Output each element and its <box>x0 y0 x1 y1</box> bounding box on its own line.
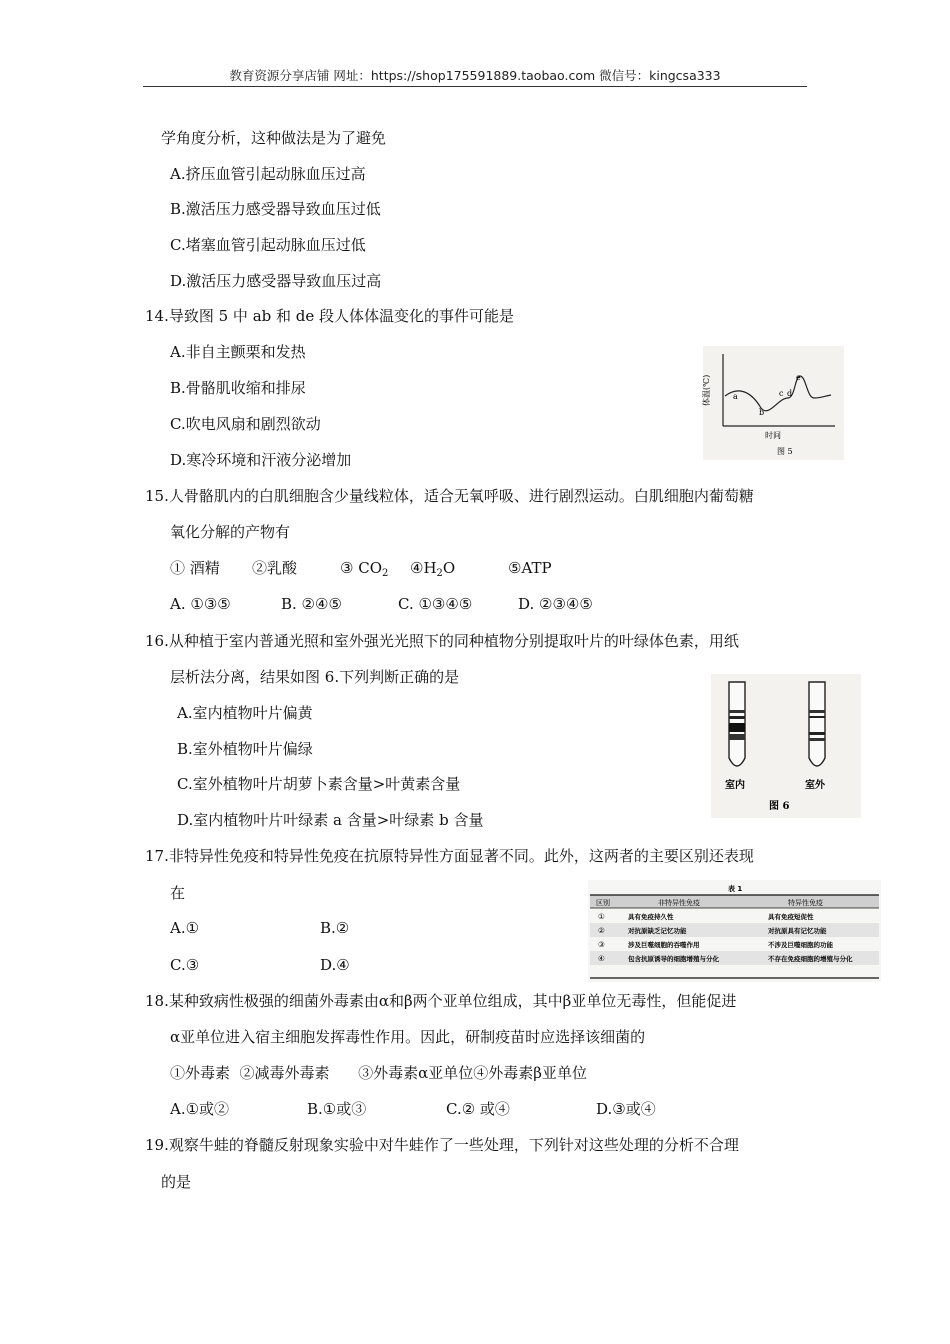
fig5-point-b: b <box>759 408 765 417</box>
q13-stem-continuation: 学角度分析，这种做法是为了避免 <box>161 129 387 147</box>
table1-row4-id: ④ <box>598 954 605 963</box>
q17-option-b: B.② <box>320 919 350 937</box>
q15-option-c: C. ①③④⑤ <box>398 595 473 613</box>
fig5-ylabel: 体温(℃) <box>702 374 711 406</box>
q17-stem-line1: 17.非特异性免疫和特异性免疫在抗原特异性方面显著不同。此外，这两者的主要区别还表现 <box>145 847 754 865</box>
table1-header-0: 区别 <box>596 899 610 907</box>
q15-option-b: B. ②④⑤ <box>281 595 342 613</box>
q16-option-a: A.室内植物叶片偏黄 <box>177 704 313 722</box>
q16-option-c: C.室外植物叶片胡萝卜素含量>叶黄素含量 <box>177 775 461 793</box>
fig5-point-e: e <box>796 373 801 382</box>
q15-item-4: $④H_2O$ <box>410 559 456 579</box>
table1-row3-specific: 不涉及巨噬细胞的功能 <box>768 941 833 949</box>
q18-stem-line1: 18.某种致病性极强的细菌外毒素由α和β两个亚单位组成，其中β亚单位无毒性，但能促进 <box>145 992 737 1010</box>
q15-option-d: D. ②③④⑤ <box>518 595 593 613</box>
table-1-immunity <box>588 880 881 982</box>
q16-stem-line2: 层析法分离，结果如图 6.下列判断正确的是 <box>170 668 460 686</box>
q19-stem-line2: 的是 <box>161 1173 192 1191</box>
q17-option-c: C.③ <box>170 956 200 974</box>
table1-row2-nonspecific: 对抗原缺乏记忆功能 <box>628 927 687 935</box>
q13-option-d: D.激活压力感受器导致血压过高 <box>170 272 382 290</box>
figure-6-chromatography <box>711 674 861 818</box>
q18-stem-line2: α亚单位进入宿主细胞发挥毒性作用。因此，研制疫苗时应选择该细菌的 <box>170 1028 646 1046</box>
q15-item-2: ②乳酸 <box>252 559 298 577</box>
table1-row3-nonspecific: 涉及巨噬细胞的吞噬作用 <box>628 941 700 949</box>
q16-option-b: B.室外植物叶片偏绿 <box>177 740 313 758</box>
fig6-caption: 图 6 <box>769 801 790 812</box>
figure-5-temperature-graph <box>703 346 844 460</box>
q18-option-d: D.③或④ <box>596 1100 656 1118</box>
q14-option-c: C.吹电风扇和剧烈欲动 <box>170 415 321 433</box>
q14-stem: 14.导致图 5 中 ab 和 de 段人体体温变化的事件可能是 <box>145 307 515 325</box>
q15-option-a: A. ①③⑤ <box>170 595 231 613</box>
q18-option-c: C.② 或④ <box>446 1100 510 1118</box>
page-header: 教育资源分享店铺 网址：https://shop175591889.taobao.com 微信号：kingcsa333 <box>229 68 721 83</box>
table1-row2-specific: 对抗原具有记忆功能 <box>768 927 827 935</box>
table1-row1-nonspecific: 具有免疫持久性 <box>628 913 674 921</box>
q14-option-a: A.非自主颤栗和发热 <box>170 343 306 361</box>
q13-option-a: A.挤压血管引起动脉血压过高 <box>170 165 366 183</box>
q13-option-b: B.激活压力感受器导致血压过低 <box>170 200 381 218</box>
table1-header-1: 非特异性免疫 <box>658 899 700 907</box>
q17-option-d: D.④ <box>320 956 350 974</box>
q15-item-1: ① 酒精 <box>170 559 220 577</box>
q16-option-d: D.室内植物叶片叶绿素 a 含量>叶绿素 b 含量 <box>177 811 484 829</box>
fig5-xlabel: 时间 <box>765 431 781 440</box>
q14-option-d: D.寒冷环境和汗液分泌增加 <box>170 451 352 469</box>
q14-option-b: B.骨骼肌收缩和排尿 <box>170 379 306 397</box>
fig6-label-outdoor: 室外 <box>805 780 825 791</box>
table1-row4-specific: 不存在免疫细胞的增殖与分化 <box>768 955 853 963</box>
table1-title: 表 1 <box>728 885 743 893</box>
table1-row2-id: ② <box>598 926 605 935</box>
table1-row1-specific: 具有免疫短促性 <box>768 913 814 921</box>
q15-stem-line2: 氧化分解的产物有 <box>170 523 291 541</box>
header-rule <box>143 86 807 87</box>
q15-stem-line1: 15.人骨骼肌内的白肌细胞含少量线粒体，适合无氧呼吸、进行剧烈运动。白肌细胞内葡萄糖 <box>145 487 754 505</box>
q13-option-c: C.堵塞血管引起动脉血压过低 <box>170 236 366 254</box>
fig5-point-c: c <box>779 389 784 398</box>
q18-items: ①外毒素 ②减毒外毒素 ③外毒素α亚单位④外毒素β亚单位 <box>170 1064 587 1082</box>
fig5-point-a: a <box>733 392 738 401</box>
q18-option-a: A.①或② <box>170 1100 230 1118</box>
fig5-point-d: d <box>787 389 793 398</box>
q18-option-b: B.①或③ <box>307 1100 367 1118</box>
q15-item-5: ⑤ATP <box>508 559 552 577</box>
fig5-caption: 图 5 <box>777 447 793 456</box>
q15-item-3: ③ $CO_2$ <box>340 559 389 579</box>
table1-header-2: 特异性免疫 <box>788 899 823 907</box>
fig6-label-indoor: 室内 <box>725 780 745 791</box>
table1-row4-nonspecific: 包含抗原诱导的细胞增殖与分化 <box>628 955 719 963</box>
q16-stem-line1: 16.从种植于室内普通光照和室外强光光照下的同种植物分别提取叶片的叶绿体色素，用纸 <box>145 632 739 650</box>
q17-stem-line2: 在 <box>170 884 186 902</box>
q19-stem-line1: 19.观察牛蛙的脊髓反射现象实验中对牛蛙作了一些处理，下列针对这些处理的分析不合理 <box>145 1136 739 1154</box>
q17-option-a: A.① <box>170 919 200 937</box>
table1-row1-id: ① <box>598 912 605 921</box>
table1-row3-id: ③ <box>598 940 605 949</box>
